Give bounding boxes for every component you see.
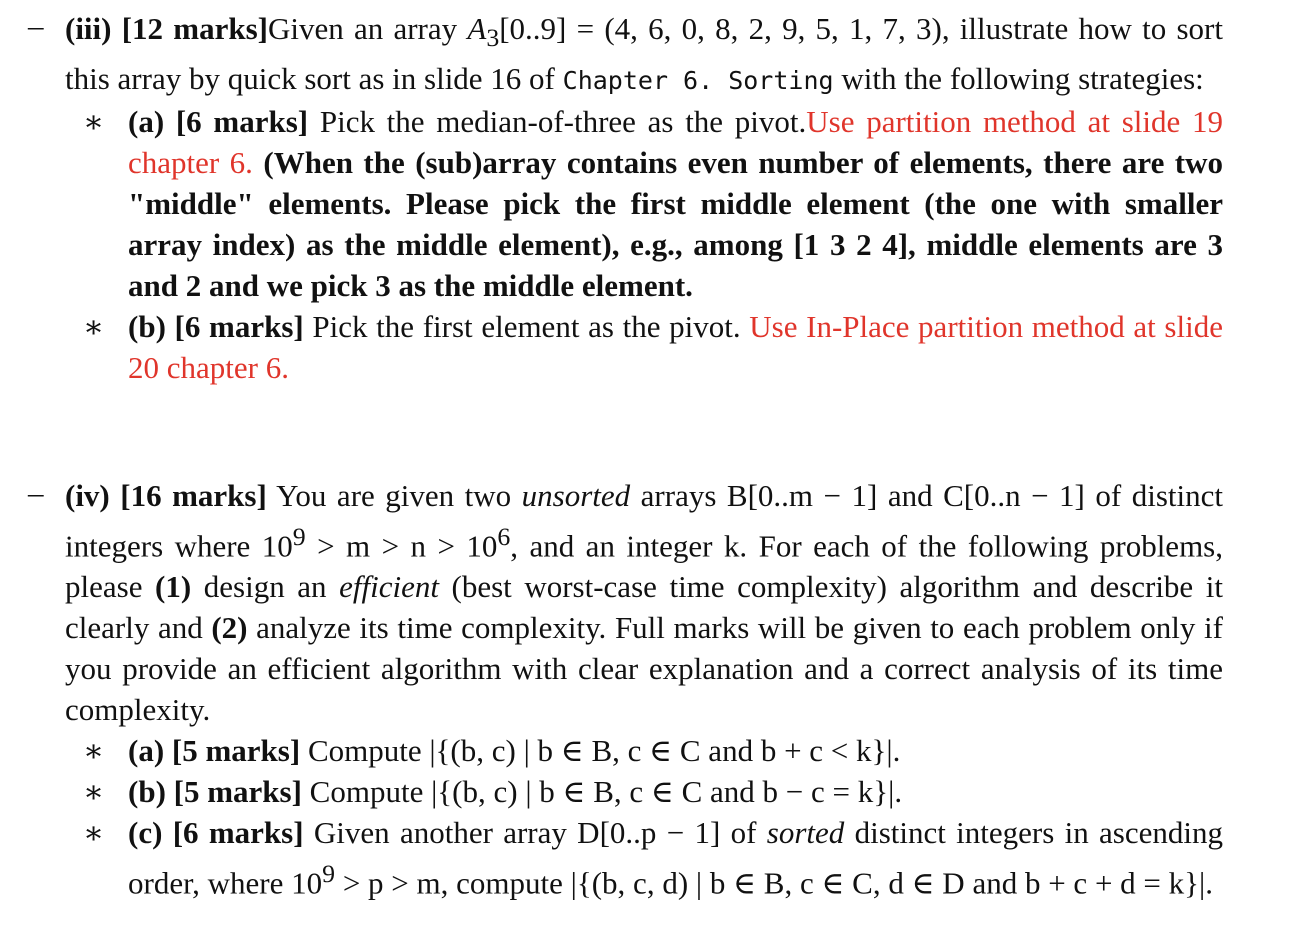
star-bullet: ∗ xyxy=(83,774,105,810)
text: arrays B[0..m − 1] and C[0..n − 1] of distinct integers where 10 xyxy=(65,478,1223,564)
part-a-text: Compute |{(b, c) | b ∈ B, c ∈ C and b + c < k}|. xyxy=(300,733,901,769)
efficient-word: efficient xyxy=(339,569,439,605)
question-iii-label: (iii) [12 marks] xyxy=(65,11,268,46)
question-iv-a xyxy=(83,730,1223,771)
star-bullet: ∗ xyxy=(83,104,105,140)
question-iv-text xyxy=(65,475,1223,730)
text: analyze its time complexity. Full marks will be given to each problem only if you provide an efficient algorithm with clear explanation and a correct analysis of its time complexity. xyxy=(65,610,1223,728)
part-c-label: (c) [6 marks] xyxy=(128,815,304,851)
question-iii-b xyxy=(83,306,1223,388)
text: Given an array xyxy=(267,11,468,46)
question-iii xyxy=(28,8,1223,388)
middle-element-note: (When the (sub)array contains even number of elements, there are two "middle" elements. Please pick the first middle element (the one with smaller array index) as the middle element), e.g., among [1 3 2 4], middle elements are 3 and 2 and we pick 3 as the middle element. xyxy=(128,145,1224,304)
text: Pick the first element as the pivot. xyxy=(303,309,750,345)
text: (best worst-case time complexity) algorithm and describe it clearly and xyxy=(65,569,1223,646)
text: Given another array D[0..p − 1] of xyxy=(303,815,767,851)
array-values: [0..9] = (4, 6, 0, 8, 2, 9, 5, 1, 7, 3) xyxy=(499,11,942,46)
text: You are given two xyxy=(266,478,522,513)
text: distinct integers in ascending order, where 10 xyxy=(128,815,1223,901)
part-b-label: (b) [6 marks] xyxy=(128,309,304,345)
question-iii-text xyxy=(65,8,1223,101)
partition-note: Use partition method at slide 19 chapter 6. xyxy=(128,104,1224,181)
array-subscript: 3 xyxy=(486,23,500,53)
inplace-partition-note: Use In-Place partition method at slide 20 chapter 6. xyxy=(128,309,1223,386)
text: > m > n > 10 xyxy=(305,528,498,564)
unsorted-word: unsorted xyxy=(521,478,631,513)
question-iii-a xyxy=(83,101,1224,306)
chapter-reference: Chapter 6. Sorting xyxy=(562,66,834,96)
sorted-word: sorted xyxy=(766,815,845,851)
part-b-label: (b) [5 marks] xyxy=(128,774,302,810)
question-iv-c xyxy=(83,812,1223,903)
question-iv xyxy=(28,475,1223,904)
text: , and an integer k. For each of the following problems, please xyxy=(65,528,1223,605)
star-bullet: ∗ xyxy=(83,309,105,345)
step-2-label: (2) xyxy=(211,610,248,646)
text: design an xyxy=(191,569,340,605)
question-iv-b xyxy=(83,771,1223,812)
star-bullet: ∗ xyxy=(83,733,105,769)
dash-bullet: – xyxy=(28,475,44,510)
dash-bullet: – xyxy=(28,8,44,43)
star-bullet: ∗ xyxy=(83,815,105,851)
question-iv-label: (iv) [16 marks] xyxy=(65,478,267,513)
exponent: 9 xyxy=(292,522,306,551)
text: > p > m, compute |{(b, c, d) | b ∈ B, c ∈ C, d ∈ D and b + c + d = k}|. xyxy=(335,865,1213,901)
text: Pick the median-of-three as the pivot. xyxy=(308,104,807,140)
step-1-label: (1) xyxy=(155,569,192,605)
exponent: 9 xyxy=(322,859,336,889)
text: with the following strategies: xyxy=(833,61,1204,97)
part-a-label: (a) [6 marks] xyxy=(128,104,309,140)
array-name: A xyxy=(467,11,487,46)
exponent: 6 xyxy=(497,522,511,551)
part-b-text: Compute |{(b, c) | b ∈ B, c ∈ C and b − c = k}|. xyxy=(301,774,903,810)
text: , illustrate how to sort this array by quick sort as in slide 16 of xyxy=(65,11,1223,97)
part-a-label: (a) [5 marks] xyxy=(128,733,301,769)
